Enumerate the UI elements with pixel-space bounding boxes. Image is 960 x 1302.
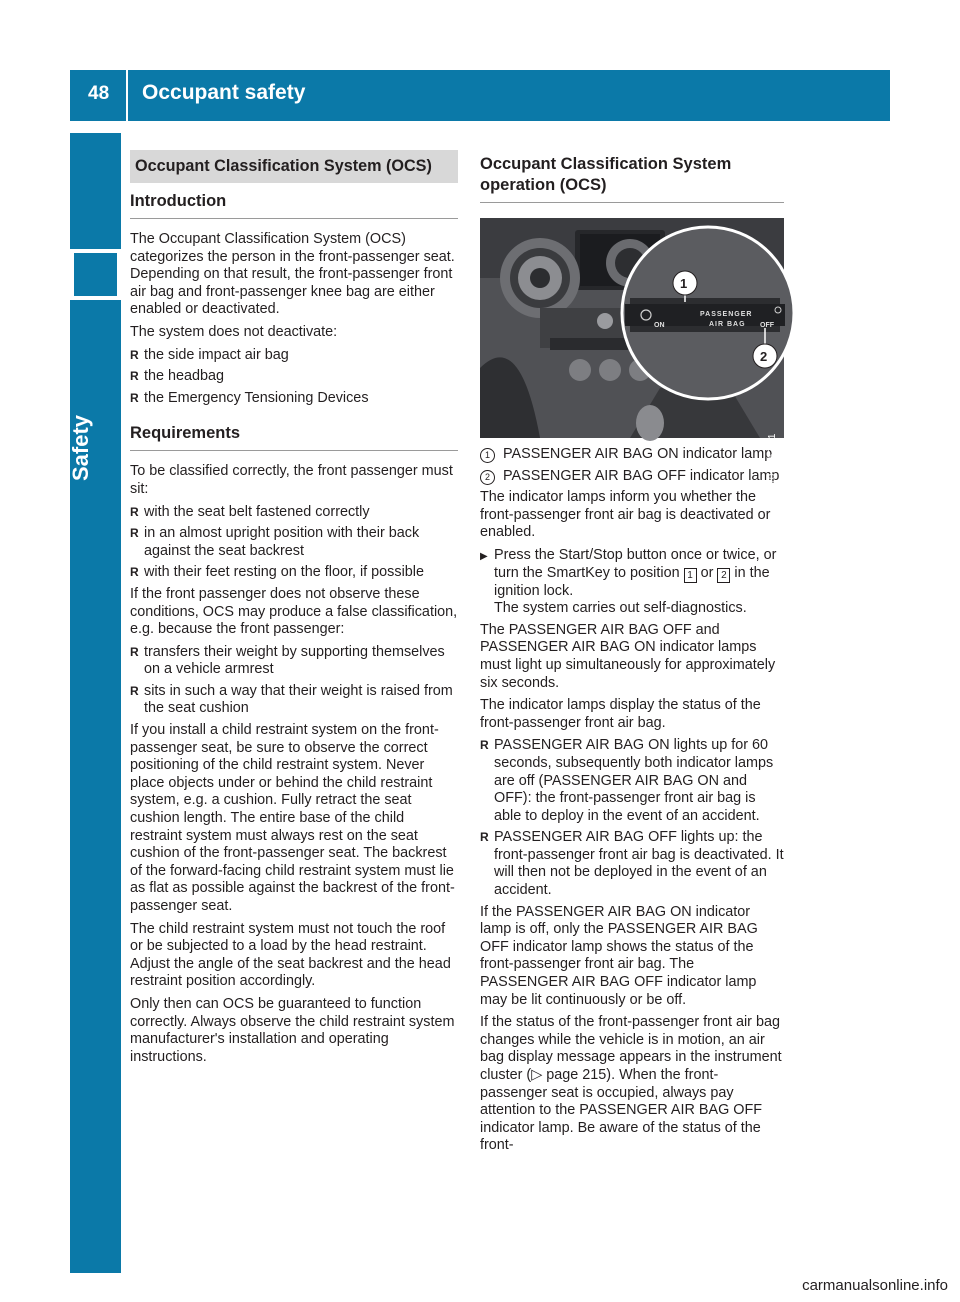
legend-number-1: 1: [480, 448, 495, 463]
paragraph-text: If the status of the front-passenger front air bag changes while the vehicle is in motion, an air bag display message appears in the instrument cluster (: [480, 1014, 782, 1083]
step-text: Press the Start/Stop button once or twice, or turn the SmartKey to position: [494, 546, 777, 581]
page-number: 48: [88, 83, 110, 104]
image-code: P68.10-4862-31: [767, 434, 779, 506]
lamp-airbag-label: AIR BAG: [709, 321, 746, 328]
page-reference-link[interactable]: page 215: [546, 1067, 607, 1083]
section-sidebar: [70, 133, 121, 1273]
list-item: R with their feet resting on the floor, if possible: [130, 564, 458, 582]
operation-paragraph: If the PASSENGER AIR BAG ON indicator lamp is off, only the PASSENGER AIR BAG OFF indicator lamp shows the status of the front-passenger front air bag. The PASSENGER AIR BAG OFF indicator lamp may be lit continuously or be off.: [480, 903, 758, 1008]
operation-paragraph: The indicator lamps inform you whether the front-passenger front air bag is deactivated or enabled.: [480, 489, 771, 541]
requirements-paragraph: Only then can OCS be guaranteed to function correctly. Always observe the child restraint system manufacturer's installation and operating instructions.: [130, 995, 455, 1065]
list-item: R in an almost upright position with their back against the seat backrest: [130, 525, 458, 560]
list-item: R transfers their weight by supporting themselves on a vehicle armrest: [130, 644, 458, 679]
step-text: in the ignition lock.: [494, 564, 770, 599]
list-item: R PASSENGER AIR BAG OFF lights up: the front-passenger front air bag is deactivated. It will then not be deployed in the event of an accident.: [480, 829, 784, 899]
introduction-heading: Introduction: [130, 191, 458, 219]
operation-paragraph: [480, 1014, 784, 1155]
section-marker: [70, 249, 121, 300]
operation-paragraph: The indicator lamps display the status of the front-passenger front air bag.: [480, 697, 761, 731]
callout-2: 2: [760, 349, 768, 364]
right-column: [480, 154, 784, 1160]
legend-item-1: [480, 446, 784, 464]
requirements-paragraph: The child restraint system must not touch the roof or be subjected to a load by the head restraint. Adjust the angle of the seat backrest and the head restraint position accordingly.: [130, 920, 451, 990]
lamp-passenger-label: PASSENGER: [700, 311, 753, 318]
instruction-step: [480, 547, 784, 618]
key-position-2: 2: [717, 568, 730, 583]
paragraph-text: ). When the front-passenger seat is occupied, always pay attention to the PASSENGER AIR BAG OFF indicator lamp. Be aware of the status of the front-: [480, 1067, 763, 1154]
legend-text-2: PASSENGER AIR BAG OFF indicator lamp: [503, 467, 780, 484]
list-item: R with the seat belt fastened correctly: [130, 504, 458, 522]
header-divider: [126, 70, 128, 121]
list-item: R sits in such a way that their weight is raised from the seat cushion: [130, 683, 458, 718]
step-result: The system carries out self-diagnostics.: [494, 600, 747, 617]
requirements-paragraph: If you install a child restraint system on the front-passenger seat, be sure to observe the correct positioning of the child restraint system. Never place objects under or behind the child restraint system, e.g. a cushion. Fully retract the seat cushion length. The entire base of the child restraint system must always rest on the seat cushion of the front-passenger seat. The backrest of the forward-facing child restraint system must lie as flat as possible against the backrest of the front-passenger seat.: [130, 722, 455, 914]
page-reference-arrow: ▷: [531, 1067, 543, 1083]
requirements-paragraph: To be classified correctly, the front passenger must sit:: [130, 463, 453, 497]
page-title: Occupant safety: [142, 81, 306, 104]
list-item: R the Emergency Tensioning Devices: [130, 390, 458, 408]
list-item: R the side impact air bag: [130, 347, 458, 365]
requirements-heading: Requirements: [130, 423, 458, 451]
callout-1: 1: [680, 276, 688, 291]
key-position-1: 1: [684, 568, 697, 583]
step-or: or: [700, 564, 714, 581]
ocs-operation-heading: Occupant Classification System operation (OCS): [480, 154, 784, 203]
legend-number-2: 2: [480, 470, 495, 485]
intro-paragraph: The Occupant Classification System (OCS) categorizes the person in the front-passenger seat. Depending on that result, the front-passenger front air bag and front-passenger knee bag are either enabled or deactivated.: [130, 231, 455, 318]
operation-paragraph: The PASSENGER AIR BAG OFF and PASSENGER AIR BAG ON indicator lamps must light up simultaneously for approximately six seconds.: [480, 621, 776, 691]
intro-paragraph: The system does not deactivate:: [130, 323, 338, 340]
page-header: [70, 70, 890, 121]
list-item: R PASSENGER AIR BAG ON lights up for 60 seconds, subsequently both indicator lamps are off (PASSENGER AIR BAG ON and OFF): the front-passenger front air bag is able to deploy in the event of an accident.: [480, 737, 784, 825]
section-title-box: Occupant Classification System (OCS): [130, 150, 458, 183]
legend-item-2: [480, 468, 784, 486]
list-item: R the headbag: [130, 368, 458, 386]
requirements-paragraph: If the front passenger does not observe these conditions, OCS may produce a false classification, e.g. because the front passenger:: [130, 585, 458, 638]
lamp-on-label: ON: [654, 322, 665, 329]
left-column: [130, 150, 458, 1071]
lamp-off-label: OFF: [760, 322, 774, 329]
watermark: carmanualsonline.info: [802, 1277, 948, 1294]
section-label: Safety: [68, 414, 93, 481]
legend-text-1: PASSENGER AIR BAG ON indicator lamp: [503, 446, 773, 462]
